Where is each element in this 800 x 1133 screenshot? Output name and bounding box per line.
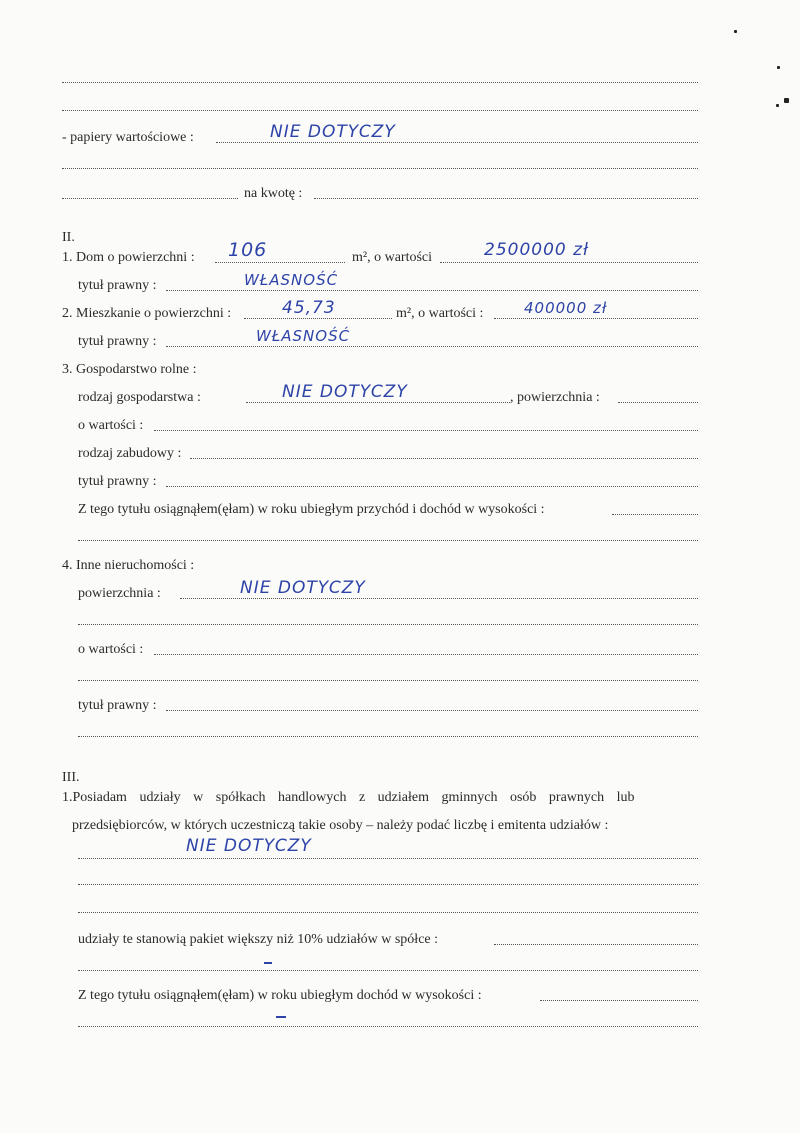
farm-type-row — [0, 382, 800, 408]
farm-heading: 3. Gospodarstwo rolne : — [62, 362, 197, 377]
other-area-label: powierzchnia : — [78, 586, 161, 601]
flat-title-value: WŁASNOŚĆ — [256, 327, 351, 345]
blank-line — [0, 528, 800, 548]
flat-title-row — [0, 327, 800, 352]
securities-label: - papiery wartościowe : — [62, 130, 194, 145]
handwritten-dash — [276, 1016, 286, 1018]
house-title-row — [0, 271, 800, 296]
house-row — [0, 239, 800, 268]
blank-line — [0, 958, 800, 978]
shares-value: NIE DOTYCZY — [186, 836, 312, 856]
packet-row: udziały te stanowią pakiet większy niż 10% udziałów w spółce : — [0, 930, 800, 950]
flat-unit-label: m², o wartości : — [396, 306, 484, 321]
house-area-value: 106 — [228, 239, 268, 261]
house-title-value: WŁASNOŚĆ — [244, 271, 339, 289]
farm-income-row: Z tego tytułu osiągnąłem(ęłam) w roku ubiegłym przychód i dochód w wysokości : — [0, 500, 800, 520]
other-title-row: tytuł prawny : — [0, 696, 800, 716]
blank-line — [0, 1014, 800, 1034]
scan-speck — [734, 30, 737, 33]
farm-value-row: o wartości : — [0, 416, 800, 436]
section-iii-heading: III. — [62, 770, 80, 785]
farm-type-value: NIE DOTYCZY — [282, 382, 408, 402]
blank-line — [0, 98, 800, 118]
house-label: 1. Dom o powierzchni : — [62, 250, 195, 265]
shares-value-row — [0, 836, 800, 864]
shares-line-1: 1.Posiadam udziały w spółkach handlowych z udziałem gminnych osób prawnych lub — [62, 790, 635, 805]
income-row: Z tego tytułu osiągnąłem(ęłam) w roku ubiegłym dochód w wysokości : — [0, 986, 800, 1006]
blank-line — [0, 156, 800, 176]
other-area-value: NIE DOTYCZY — [240, 578, 366, 598]
house-title-label: tytuł prawny : — [78, 278, 157, 293]
other-heading: 4. Inne nieruchomości : — [62, 558, 195, 573]
flat-value: 400000 zł — [524, 299, 608, 317]
flat-row — [0, 298, 800, 324]
section-ii-heading: II. — [62, 230, 75, 245]
blank-line — [0, 612, 800, 632]
other-value-row: o wartości : — [0, 640, 800, 660]
securities-value: NIE DOTYCZY — [270, 122, 396, 142]
blank-line — [0, 668, 800, 688]
amount-label: na kwotę : — [244, 186, 303, 201]
farm-title-row: tytuł prawny : — [0, 472, 800, 492]
shares-line-2: przedsiębiorców, w których uczestniczą takie osoby – należy podać liczbę i emitenta udziałów : — [72, 818, 609, 833]
flat-label: 2. Mieszkanie o powierzchni : — [62, 306, 232, 321]
amount-row — [0, 184, 800, 204]
house-unit-label: m², o wartości — [352, 250, 433, 265]
blank-line — [0, 900, 800, 920]
flat-title-label: tytuł prawny : — [78, 334, 157, 349]
handwritten-dash — [264, 962, 272, 964]
farm-type-label: rodzaj gospodarstwa : — [78, 390, 201, 405]
scan-speck — [777, 66, 780, 69]
securities-row — [0, 122, 800, 148]
farm-buildings-row: rodzaj zabudowy : — [0, 444, 800, 464]
house-value: 2500000 zł — [484, 240, 589, 260]
other-area-row — [0, 578, 800, 604]
farm-area-label: , powierzchnia : — [510, 390, 600, 405]
blank-line — [0, 724, 800, 744]
flat-area-value: 45,73 — [282, 298, 336, 318]
blank-line — [0, 872, 800, 892]
blank-line — [0, 70, 800, 90]
